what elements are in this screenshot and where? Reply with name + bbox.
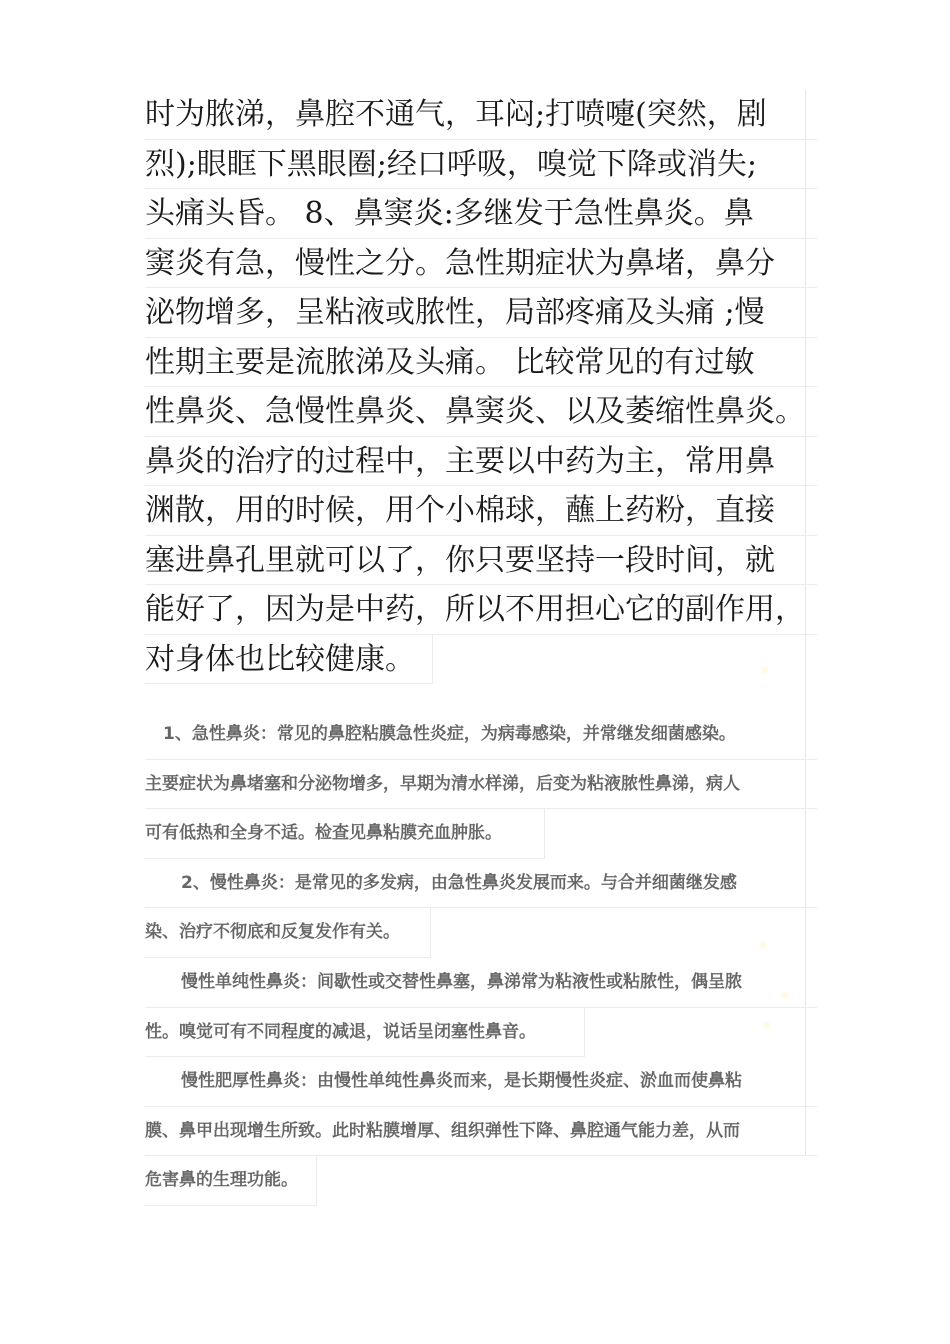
background-speck bbox=[780, 990, 790, 1000]
text-line: 对身体也比较健康。 bbox=[145, 635, 433, 685]
text-line: 窦炎有急，慢性之分。急性期症状为鼻堵，鼻分 bbox=[145, 239, 817, 289]
text-line: 慢性单纯性鼻炎：间歇性或交替性鼻塞，鼻涕常为粘液性或粘脓性，偶呈脓 bbox=[145, 958, 817, 1008]
background-speck bbox=[758, 940, 768, 950]
text-line: 可有低热和全身不适。检查见鼻粘膜充血肿胀。 bbox=[145, 809, 545, 859]
text-line: 性。嗅觉可有不同程度的减退，说话呈闭塞性鼻音。 bbox=[145, 1008, 585, 1058]
text-line: 染、治疗不彻底和反复发作有关。 bbox=[145, 908, 431, 958]
text-line: 泌物增多，呈粘液或脓性，局部疼痛及头痛 ;慢 bbox=[145, 288, 817, 338]
main-text-block bbox=[145, 90, 817, 684]
text-line: 2、慢性鼻炎：是常见的多发病，由急性鼻炎发展而来。与合并细菌继发感 bbox=[145, 859, 817, 909]
text-line: 膜、鼻甲出现增生所致。此时粘膜增厚、组织弹性下降、鼻腔通气能力差，从而 bbox=[145, 1107, 817, 1157]
text-line: 主要症状为鼻堵塞和分泌物增多，早期为清水样涕，后变为粘液脓性鼻涕，病人 bbox=[145, 760, 817, 810]
text-line: 1、急性鼻炎：常见的鼻腔粘膜急性炎症，为病毒感染，并常继发细菌感染。 bbox=[145, 710, 817, 760]
text-line: 鼻炎的治疗的过程中，主要以中药为主，常用鼻 bbox=[145, 437, 817, 487]
text-line: 头痛头昏。 8、鼻窦炎:多继发于急性鼻炎。鼻 bbox=[145, 189, 817, 239]
text-line: 危害鼻的生理功能。 bbox=[145, 1156, 317, 1206]
text-line: 性期主要是流脓涕及头痛。 比较常见的有过敏 bbox=[145, 338, 817, 388]
text-line: 能好了，因为是中药，所以不用担心它的副作用， bbox=[145, 585, 817, 635]
rhinitis-types-block bbox=[145, 710, 817, 1206]
text-line: 时为脓涕，鼻腔不通气，耳闷;打喷嚏(突然，剧 bbox=[145, 90, 817, 140]
text-line: 慢性肥厚性鼻炎：由慢性单纯性鼻炎而来，是长期慢性炎症、淤血而使鼻粘 bbox=[145, 1057, 817, 1107]
background-speck bbox=[762, 1020, 772, 1030]
text-line: 性鼻炎、急慢性鼻炎、鼻窦炎、以及萎缩性鼻炎。 bbox=[145, 387, 817, 437]
text-line: 塞进鼻孔里就可以了，你只要坚持一段时间，就 bbox=[145, 536, 817, 586]
text-line: 渊散，用的时候，用个小棉球，蘸上药粉，直接 bbox=[145, 486, 817, 536]
background-speck bbox=[760, 665, 770, 675]
text-line: 烈);眼眶下黑眼圈;经口呼吸，嗅觉下降或消失; bbox=[145, 140, 817, 190]
